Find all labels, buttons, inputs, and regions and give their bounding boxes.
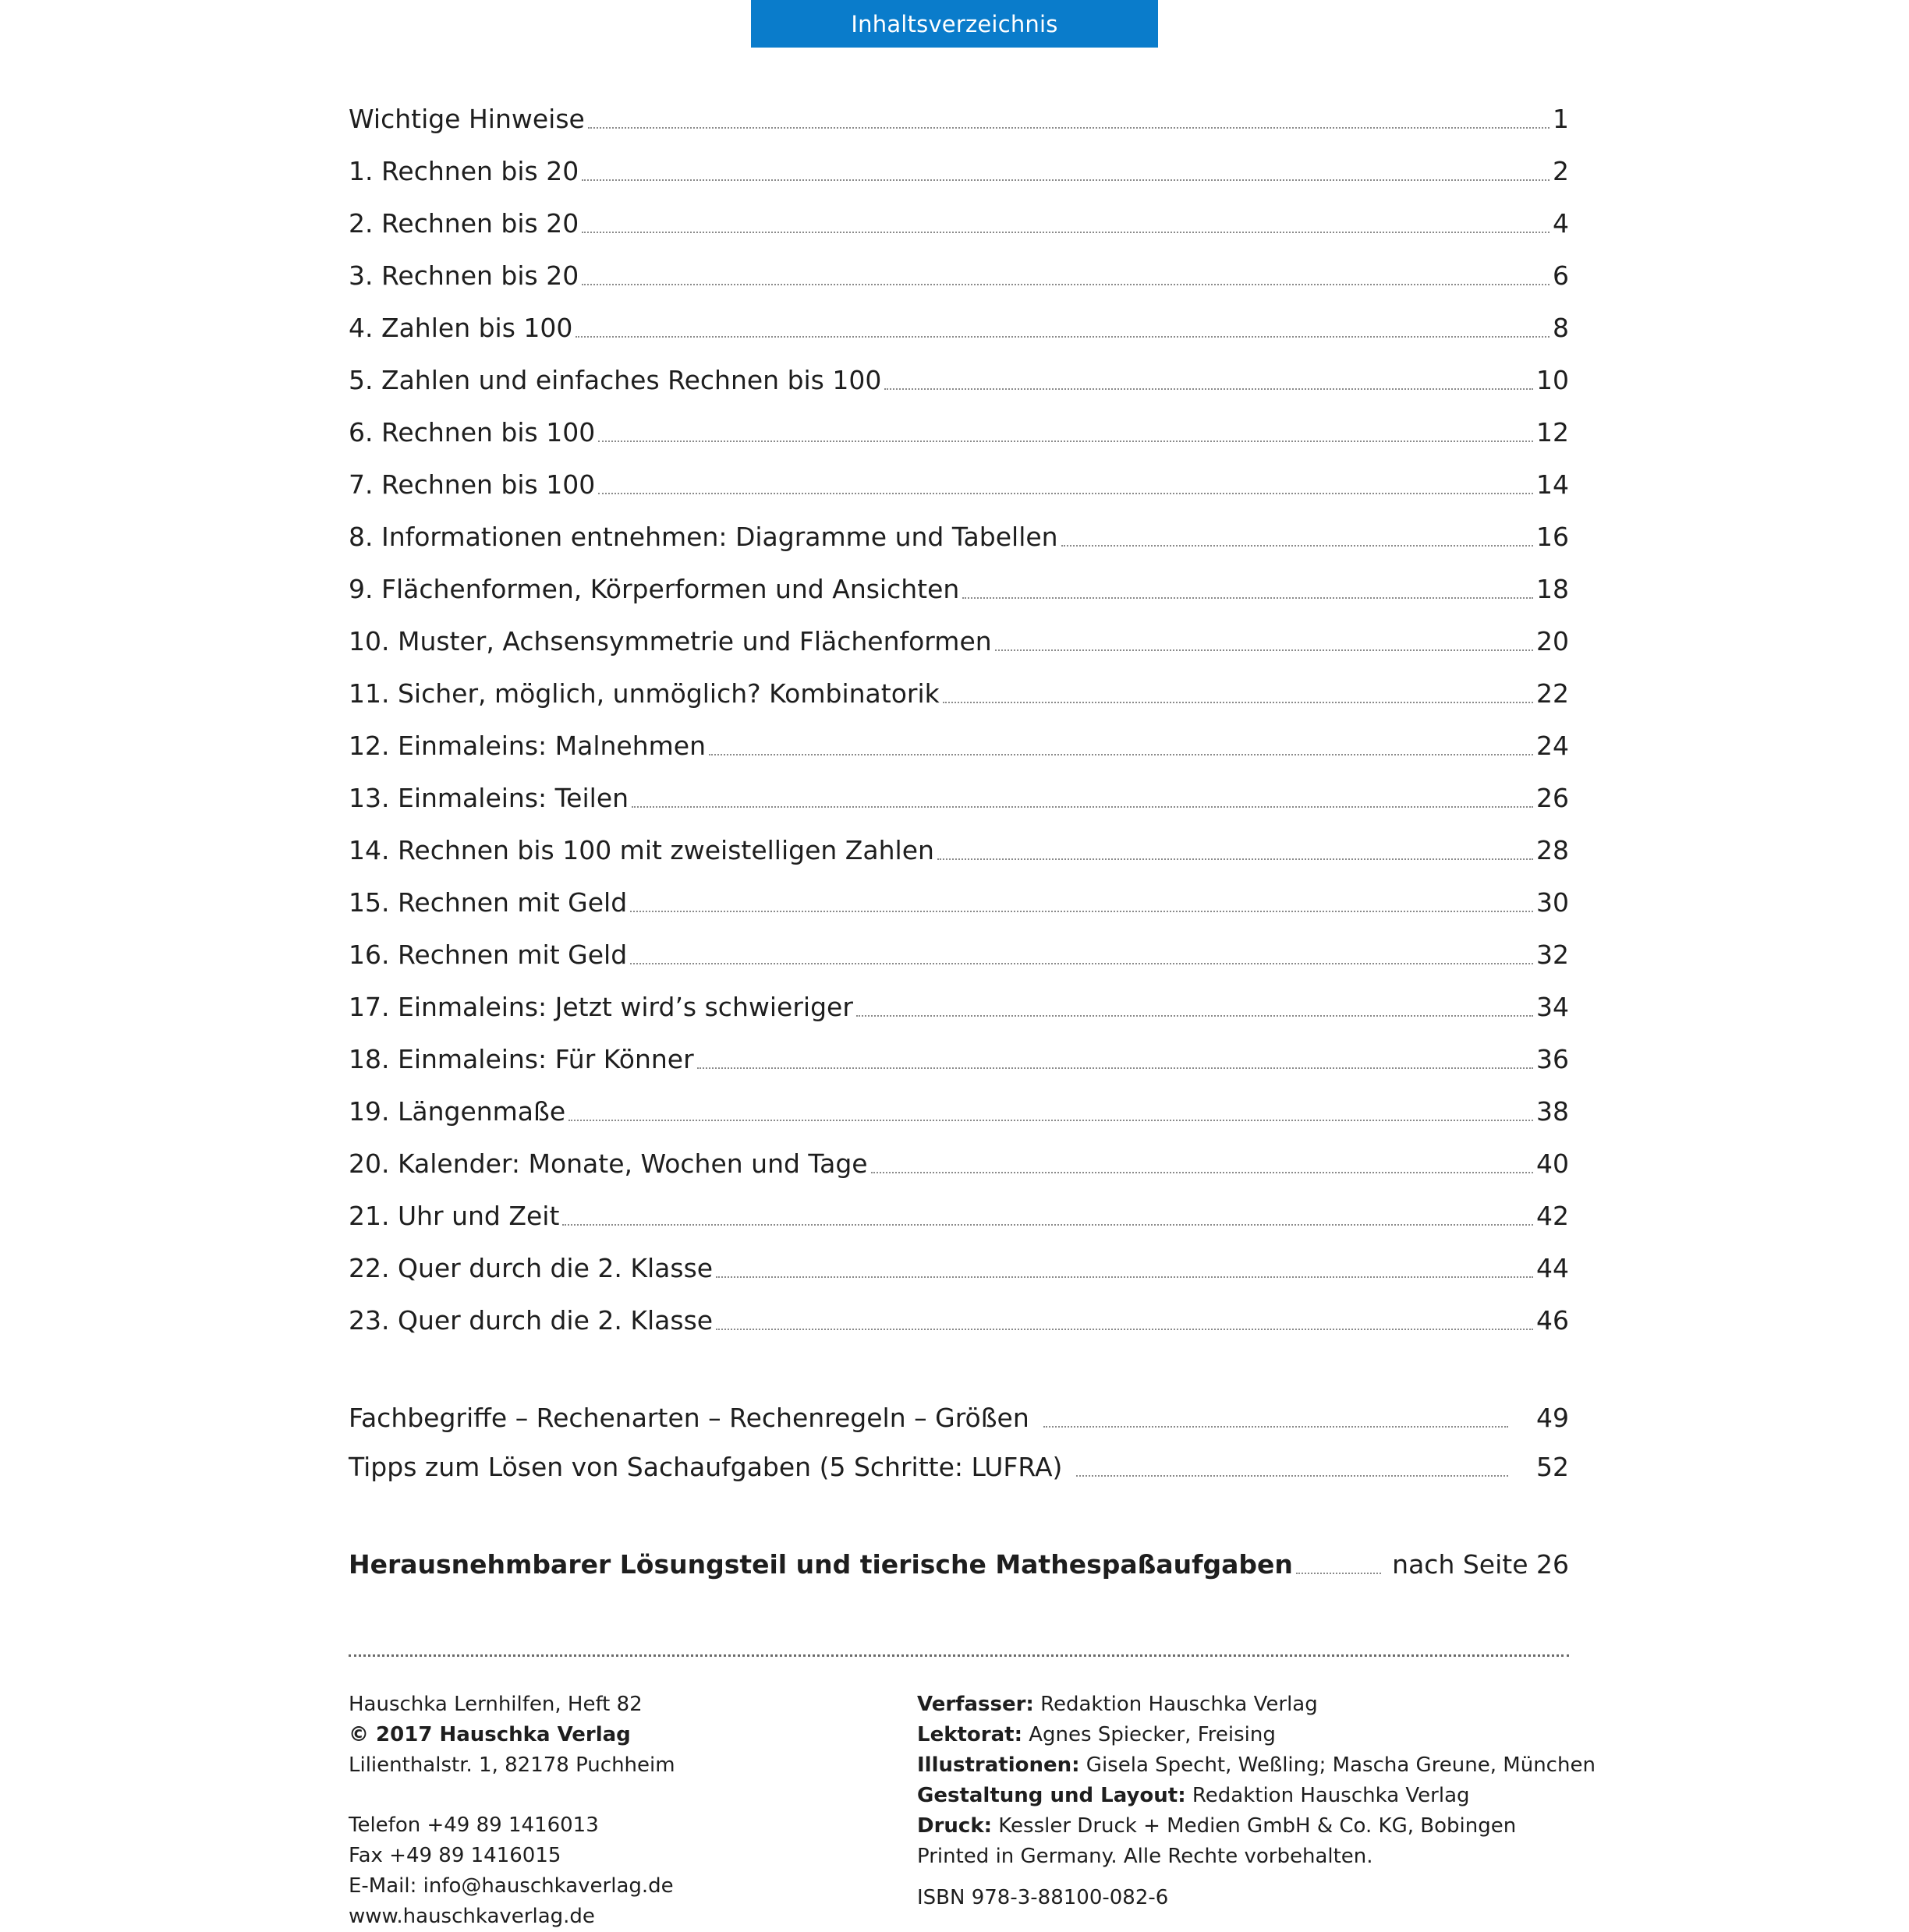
toc-insert-entry xyxy=(349,1545,1569,1584)
toc-entry-page: 32 xyxy=(1536,939,1569,970)
toc-entry xyxy=(349,570,1569,609)
toc-entry-title: 17. Einmaleins: Jetzt wird’s schwieriger xyxy=(349,992,853,1022)
section-header-tab xyxy=(751,0,1158,48)
toc-entry xyxy=(349,936,1569,975)
toc-entry xyxy=(349,518,1569,557)
toc-entry xyxy=(349,988,1569,1027)
email-line: E-Mail: info@hauschkaverlag.de xyxy=(349,1874,674,1898)
dot-leader xyxy=(716,1276,1533,1278)
toc-entry-title: 15. Rechnen mit Geld xyxy=(349,887,628,918)
toc-entry-title: 19. Längenmaße xyxy=(349,1096,566,1127)
toc-entry xyxy=(349,1197,1569,1236)
imprint-credits xyxy=(917,1690,1596,1913)
toc-entry-page: 8 xyxy=(1553,313,1569,343)
dot-leader xyxy=(995,649,1533,651)
toc-entry xyxy=(349,831,1569,870)
editor-line: Lektorat: Agnes Spiecker, Freising xyxy=(917,1723,1276,1746)
toc-entry xyxy=(349,622,1569,661)
illustrations-line: Illustrationen: Gisela Specht, Weßling; Mascha Greune, München xyxy=(917,1753,1596,1777)
toc-entry xyxy=(349,727,1569,766)
toc-entry-title: Tipps zum Lösen von Sachaufgaben (5 Schritte: LUFRA) xyxy=(349,1452,1063,1482)
dot-leader xyxy=(697,1067,1533,1069)
toc-entry-page: 10 xyxy=(1536,365,1569,395)
website-line: www.hauschkaverlag.de xyxy=(349,1905,595,1928)
toc-entry xyxy=(349,674,1569,713)
copyright-line: © 2017 Hauschka Verlag xyxy=(349,1723,631,1746)
toc-entry-title: 21. Uhr und Zeit xyxy=(349,1201,560,1231)
toc-entry-title: 7. Rechnen bis 100 xyxy=(349,469,596,500)
toc-entry-page: 24 xyxy=(1536,731,1569,761)
dot-leader xyxy=(943,702,1533,703)
toc-entry-title: 20. Kalender: Monate, Wochen und Tage xyxy=(349,1148,868,1179)
toc-entry xyxy=(349,465,1569,504)
toc-entry-title: 3. Rechnen bis 20 xyxy=(349,260,579,291)
toc-entry-page: 38 xyxy=(1536,1096,1569,1127)
section-title: Inhaltsverzeichnis xyxy=(851,10,1058,37)
dot-leader xyxy=(598,493,1533,494)
toc-entry-title: 10. Muster, Achsensymmetrie und Flächenformen xyxy=(349,626,992,656)
toc-entry-page: 52 xyxy=(1536,1452,1569,1482)
dot-leader xyxy=(588,127,1550,129)
toc-entry-title: 5. Zahlen und einfaches Rechnen bis 100 xyxy=(349,365,882,395)
footer-divider xyxy=(349,1654,1569,1657)
toc-entry-page: 34 xyxy=(1536,992,1569,1022)
toc-entry xyxy=(349,1301,1569,1340)
toc-entry xyxy=(349,1040,1569,1079)
toc-entry-page: 12 xyxy=(1536,417,1569,448)
toc-entry xyxy=(349,309,1569,348)
toc-entry xyxy=(349,257,1569,295)
toc-entry-title: 9. Flächenformen, Körperformen und Ansichten xyxy=(349,574,960,604)
phone-line: Telefon +49 89 1416013 xyxy=(349,1813,599,1837)
toc-entry xyxy=(349,779,1569,818)
toc-entry-title: 16. Rechnen mit Geld xyxy=(349,939,628,970)
toc-extra-entry xyxy=(349,1448,1569,1487)
dot-leader xyxy=(576,336,1550,338)
toc-entry-title: 1. Rechnen bis 20 xyxy=(349,156,579,186)
toc-entry-title: 4. Zahlen bis 100 xyxy=(349,313,573,343)
toc-extra-entry xyxy=(349,1399,1569,1438)
toc-entry-title: 18. Einmaleins: Für Könner xyxy=(349,1044,694,1074)
toc-entry-title: 2. Rechnen bis 20 xyxy=(349,208,579,239)
toc-entry-page: 6 xyxy=(1553,260,1569,291)
toc-entry-title: Wichtige Hinweise xyxy=(349,104,585,134)
toc-entry-page: 2 xyxy=(1553,156,1569,186)
toc-entry-page: 22 xyxy=(1536,678,1569,709)
toc-entry xyxy=(349,152,1569,191)
toc-entry-page: 18 xyxy=(1536,574,1569,604)
imprint-publisher xyxy=(349,1690,855,1932)
dot-leader xyxy=(962,597,1533,599)
dot-leader xyxy=(632,806,1533,808)
dot-leader xyxy=(1061,545,1533,547)
dot-leader xyxy=(884,388,1533,390)
print-line: Druck: Kessler Druck + Medien GmbH & Co. KG, Bobingen xyxy=(917,1814,1517,1838)
toc-entry-title: 13. Einmaleins: Teilen xyxy=(349,783,629,813)
toc-entry-page: 44 xyxy=(1536,1253,1569,1283)
dot-leader xyxy=(598,441,1533,442)
toc-entry-page: 20 xyxy=(1536,626,1569,656)
dot-leader xyxy=(582,284,1550,285)
fax-line: Fax +49 89 1416015 xyxy=(349,1844,561,1867)
toc-entry xyxy=(349,100,1569,139)
dot-leader xyxy=(709,754,1533,755)
dot-leader xyxy=(1043,1426,1508,1428)
toc-entry-title: 6. Rechnen bis 100 xyxy=(349,417,596,448)
author-line: Verfasser: Redaktion Hauschka Verlag xyxy=(917,1693,1318,1716)
toc-entry-title: 22. Quer durch die 2. Klasse xyxy=(349,1253,714,1283)
toc-entry-title: 23. Quer durch die 2. Klasse xyxy=(349,1305,714,1336)
isbn-line: ISBN 978-3-88100-082-6 xyxy=(917,1886,1169,1909)
toc-entry xyxy=(349,361,1569,400)
dot-leader xyxy=(856,1015,1533,1017)
rights-line: Printed in Germany. Alle Rechte vorbehalten. xyxy=(917,1845,1373,1868)
dot-leader xyxy=(1296,1573,1381,1574)
dot-leader xyxy=(582,232,1550,233)
series-line: Hauschka Lernhilfen, Heft 82 xyxy=(349,1693,643,1716)
dot-leader xyxy=(871,1172,1533,1173)
dot-leader xyxy=(937,858,1533,860)
dot-leader xyxy=(716,1329,1533,1330)
toc-entry xyxy=(349,883,1569,922)
toc-entry-page: nach Seite 26 xyxy=(1392,1549,1569,1580)
toc-entry xyxy=(349,1145,1569,1184)
dot-leader xyxy=(630,911,1533,912)
dot-leader xyxy=(568,1120,1533,1121)
toc-entry-page: 16 xyxy=(1536,522,1569,552)
toc-entry xyxy=(349,1249,1569,1288)
toc-entry xyxy=(349,413,1569,452)
toc-entry-title: 11. Sicher, möglich, unmöglich? Kombinatorik xyxy=(349,678,940,709)
dot-leader xyxy=(630,963,1533,964)
toc-entry-page: 26 xyxy=(1536,783,1569,813)
toc-entry-page: 46 xyxy=(1536,1305,1569,1336)
toc-entry-page: 42 xyxy=(1536,1201,1569,1231)
address-line: Lilienthalstr. 1, 82178 Puchheim xyxy=(349,1753,675,1777)
toc-entry-title: Herausnehmbarer Lösungsteil und tierische Mathespaßaufgaben xyxy=(349,1549,1293,1580)
toc-entry-title: 12. Einmaleins: Malnehmen xyxy=(349,731,706,761)
toc-entry-page: 49 xyxy=(1536,1403,1569,1433)
toc-entry-page: 28 xyxy=(1536,835,1569,865)
toc-entry-page: 30 xyxy=(1536,887,1569,918)
toc-entry-title: 14. Rechnen bis 100 mit zweistelligen Zahlen xyxy=(349,835,934,865)
toc-entry-title: Fachbegriffe – Rechenarten – Rechenregeln – Größen xyxy=(349,1403,1029,1433)
toc-entry-page: 36 xyxy=(1536,1044,1569,1074)
toc-entry-page: 14 xyxy=(1536,469,1569,500)
dot-leader xyxy=(562,1224,1533,1226)
toc-entry-page: 4 xyxy=(1553,208,1569,239)
toc-entry xyxy=(349,1092,1569,1131)
toc-entry-page: 40 xyxy=(1536,1148,1569,1179)
dot-leader xyxy=(1076,1475,1508,1477)
dot-leader xyxy=(582,179,1550,181)
toc-entry-title: 8. Informationen entnehmen: Diagramme und Tabellen xyxy=(349,522,1058,552)
toc-entry-page: 1 xyxy=(1553,104,1569,134)
toc-entry xyxy=(349,204,1569,243)
design-line: Gestaltung und Layout: Redaktion Hauschka Verlag xyxy=(917,1784,1470,1807)
